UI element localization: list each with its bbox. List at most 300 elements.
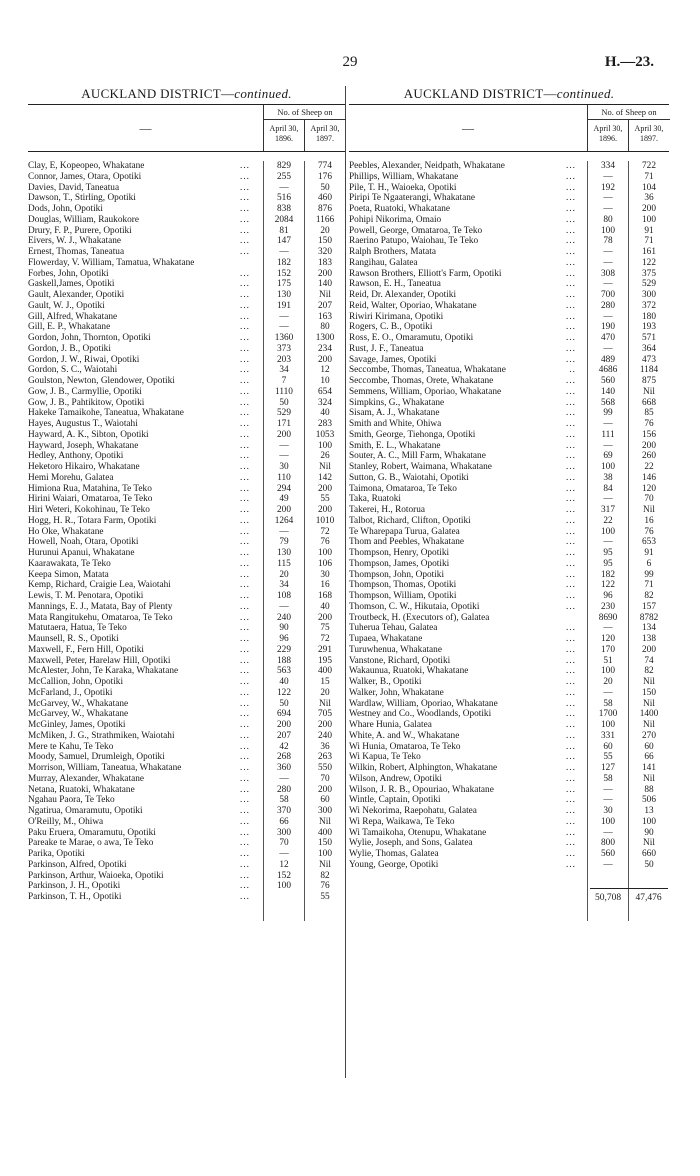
- sheep-1896: 49: [279, 494, 289, 505]
- owner-name-text: Gordon, J. B., Opotiki: [28, 343, 111, 354]
- owner-name-text: Hogg, H. R., Totara Farm, Opotiki: [28, 515, 157, 526]
- owner-name: [28, 752, 256, 763]
- leader-dots: ...: [566, 591, 576, 601]
- leader-dots: ...: [240, 182, 250, 193]
- sheep-1897: 207: [318, 300, 332, 311]
- leader-dots: ...: [566, 677, 576, 687]
- owner-name-text: Sutton, G. B., Waiotahi, Opotiki: [349, 472, 469, 483]
- owner-name: [28, 763, 256, 774]
- table-row: [349, 365, 669, 376]
- owner-name-text: Smith and White, Ohiwa: [349, 419, 442, 429]
- sheep-1896: —: [279, 247, 289, 257]
- col-1897-header: April 30, 1897.: [304, 120, 345, 151]
- table-row: [349, 570, 669, 581]
- table-row: [28, 774, 345, 785]
- owner-name-text: Souter, A. C., Mill Farm, Whakatane: [349, 451, 486, 462]
- sheep-1897: 300: [318, 806, 332, 816]
- leader-dots: ...: [240, 505, 250, 515]
- owner-name: [28, 806, 256, 817]
- leader-dots: ...: [240, 376, 250, 386]
- table-row: [28, 731, 345, 742]
- owner-name-text: Rust, J. F., Taneatua: [349, 343, 424, 354]
- table-row: [349, 505, 669, 516]
- sheep-1896: —: [279, 773, 289, 784]
- leader-dots: ...: [240, 591, 250, 601]
- table-row: [28, 398, 345, 409]
- sheep-1897: Nil: [643, 677, 655, 687]
- owner-name: [349, 559, 582, 570]
- leader-dots: ...: [240, 558, 250, 569]
- owner-name: [349, 484, 582, 495]
- owner-name: [28, 312, 256, 323]
- sheep-1896: 370: [277, 806, 291, 816]
- table-row: [349, 645, 669, 656]
- sheep-1897: 22: [644, 462, 654, 472]
- sheep-1896: —: [603, 795, 613, 806]
- owner-name: [28, 881, 256, 892]
- owner-name-text: Pareake te Marae, o awa, Te Teko: [28, 838, 154, 849]
- sheep-1897: Nil: [319, 290, 331, 300]
- owner-name-text: Forbes, John, Opotiki: [28, 268, 109, 279]
- table-row: [349, 613, 669, 624]
- leader-dots: ...: [566, 634, 576, 644]
- table-row: [349, 215, 669, 226]
- sheep-1897: Nil: [643, 773, 655, 784]
- table-row: [28, 290, 345, 301]
- sheep-1897: 36: [644, 193, 654, 204]
- owner-name-text: Peebles, Alexander, Neidpath, Whakatane: [349, 161, 505, 171]
- owner-name: [28, 516, 256, 527]
- district-heading-left: AUCKLAND DISTRICT—continued.: [81, 86, 292, 101]
- table-row: [28, 451, 345, 462]
- owner-name: [28, 785, 256, 796]
- table-row: [28, 817, 345, 828]
- sheep-1896: 489: [601, 354, 615, 365]
- name-column-header: —: [139, 121, 152, 135]
- owner-name: [28, 204, 256, 215]
- sheep-1897: 138: [642, 634, 656, 644]
- owner-name-text: Vanstone, Richard, Opotiki: [349, 655, 451, 666]
- sheep-1897: 163: [318, 311, 332, 322]
- owner-name-text: Taimona, Omataroa, Te Teko: [349, 483, 457, 494]
- sheep-1896: 95: [603, 548, 613, 558]
- sheep-1897: 60: [644, 741, 654, 752]
- sheep-1897: 180: [642, 311, 656, 322]
- table-row: [28, 871, 345, 882]
- owner-name-text: Takerei, H., Rotorua: [349, 505, 426, 515]
- leader-dots: ...: [566, 806, 576, 816]
- owner-name-text: Hayward, Joseph, Whakatane: [28, 440, 139, 451]
- leader-dots: ...: [566, 279, 576, 290]
- sheep-1896: 100: [601, 526, 615, 537]
- sheep-1896: —: [603, 859, 613, 870]
- sheep-1897: 72: [320, 634, 330, 644]
- sheep-1897: 320: [318, 247, 332, 257]
- sheep-1897: 876: [318, 204, 332, 214]
- sheep-1897: 85: [644, 408, 654, 419]
- leader-dots: ...: [240, 784, 250, 795]
- sheep-1897: 8782: [639, 612, 659, 623]
- leader-dots: ...: [566, 494, 576, 505]
- owner-name: [349, 742, 582, 753]
- sheep-1896: 568: [601, 397, 615, 408]
- leader-dots: ...: [566, 537, 576, 548]
- table-row: [28, 591, 345, 602]
- owner-name-text: Gordon, S. C., Waiotahi: [28, 365, 118, 376]
- owner-name-text: Seccombe, Thomas, Taneatua, Whakatane: [349, 365, 506, 376]
- owner-name: [28, 473, 256, 484]
- sheep-1896: 130: [277, 290, 291, 300]
- table-row: [28, 806, 345, 817]
- owner-name-text: Parkinson, T. H., Opotiki: [28, 892, 122, 902]
- sheep-1896: 122: [601, 580, 615, 591]
- sheep-1896: 66: [279, 816, 289, 827]
- owner-name-text: Whare Hunia, Galatea: [349, 720, 432, 730]
- owner-name: [28, 709, 256, 720]
- owner-name-text: Morrison, William, Taneatua, Whakatane: [28, 763, 182, 773]
- owner-name-text: Mata Rangitukehu, Omataroa, Te Teko: [28, 612, 173, 623]
- owner-name: [28, 666, 256, 677]
- table-row: [28, 677, 345, 688]
- owner-name: [28, 419, 256, 430]
- sheep-1896: 127: [601, 763, 615, 773]
- table-row: [28, 355, 345, 366]
- owner-name-text: Davies, David, Taneatua: [28, 182, 120, 193]
- owner-name-text: Goulston, Newton, Glendower, Opotiki: [28, 376, 175, 386]
- table-row: [28, 344, 345, 355]
- owner-name-text: Wakaunua, Ruatoki, Whakatane: [349, 666, 469, 677]
- owner-name: [349, 677, 582, 688]
- owner-list-right: [349, 161, 669, 903]
- leader-dots: ...: [566, 225, 576, 236]
- table-row: [28, 656, 345, 667]
- table-row: [349, 516, 669, 527]
- sheep-1897: 193: [642, 322, 656, 333]
- sheep-1896: 7: [281, 376, 287, 386]
- owner-name: [28, 871, 256, 882]
- table-row: [349, 580, 669, 591]
- table-row: [28, 333, 345, 344]
- leader-dots: ...: [240, 655, 250, 666]
- sheep-1897: 140: [318, 279, 332, 290]
- column-separator: [345, 86, 346, 1078]
- sheep-1897: 75: [320, 623, 330, 634]
- sheep-1896: —: [603, 537, 613, 548]
- owner-name-text: Thomson, C. W., Hikutaia, Opotiki: [349, 601, 480, 612]
- owner-name: [28, 398, 256, 409]
- leader-dots: ...: [566, 655, 576, 666]
- owner-name-text: Te Wharepapa Turua, Galatea: [349, 526, 460, 537]
- leader-dots: ...: [240, 677, 250, 687]
- sheep-1897: 234: [318, 343, 332, 354]
- sheep-1897: 291: [318, 644, 332, 655]
- owner-name-text: Maxwell, F., Fern Hill, Opotiki: [28, 644, 144, 655]
- table-row: [28, 623, 345, 634]
- sheep-1896: 2084: [274, 214, 294, 225]
- owner-name: [28, 344, 256, 355]
- owner-name-text: Walker, B., Opotiki: [349, 677, 422, 687]
- owner-name-text: Rogers, C. B., Opotiki: [349, 322, 433, 333]
- sheep-1897: 654: [318, 386, 332, 397]
- owner-name-text: Stanley, Robert, Waimana, Whakatane: [349, 462, 492, 472]
- owner-name-text: Murray, Alexander, Whakatane: [28, 773, 145, 784]
- owner-name-text: Ross, E. O., Omaramutu, Opotiki: [349, 333, 474, 343]
- owner-name-text: Savage, James, Opotiki: [349, 354, 437, 365]
- table-row: [28, 645, 345, 656]
- leader-dots: ...: [240, 827, 250, 838]
- leader-dots: ...: [566, 752, 576, 763]
- table-row: [28, 279, 345, 290]
- sheep-1896: —: [603, 494, 613, 505]
- leader-dots: ...: [566, 247, 576, 257]
- sheep-1897: 200: [642, 204, 656, 214]
- owner-name: [349, 666, 582, 677]
- table-row: [28, 365, 345, 376]
- leader-dots: ...: [566, 376, 576, 386]
- sheep-1896: —: [603, 171, 613, 182]
- sheep-1897: Nil: [643, 838, 655, 849]
- owner-name-text: White, A. and W., Whakatane: [349, 730, 460, 741]
- sheep-1897: Nil: [643, 505, 655, 515]
- sheep-1897: 76: [320, 537, 330, 548]
- leader-dots: ...: [566, 343, 576, 354]
- leader-dots: ...: [240, 666, 250, 677]
- table-row: [28, 860, 345, 871]
- sheep-1896: 280: [277, 784, 291, 795]
- sheep-1896: 373: [277, 343, 291, 354]
- sheep-1896: 34: [279, 580, 289, 591]
- sheep-1896: 200: [277, 505, 291, 515]
- sheep-1896: 294: [277, 483, 291, 494]
- owner-list-left: [28, 161, 345, 903]
- owner-name: [28, 430, 256, 441]
- owner-name-text: Thom and Peebles, Whakatane: [349, 537, 464, 548]
- leader-dots: ...: [240, 311, 250, 322]
- owner-name-text: Hayward, A. K., Sibton, Opotiki: [28, 429, 149, 440]
- right-column: [349, 86, 669, 903]
- sheep-1897: 91: [644, 548, 654, 558]
- leader-dots: ...: [566, 515, 576, 526]
- owner-name: [349, 236, 582, 247]
- owner-name: [28, 527, 256, 538]
- leader-dots: ...: [566, 730, 576, 741]
- owner-name: [28, 591, 256, 602]
- sheep-1896: 188: [277, 655, 291, 666]
- table-row: [349, 828, 669, 839]
- leader-dots: ...: [240, 859, 250, 870]
- sheep-1896: 81: [279, 225, 289, 236]
- leader-dots: ...: [566, 569, 576, 580]
- owner-name-text: Riwiri Kirimana, Opotiki: [349, 311, 444, 322]
- table-row: [28, 516, 345, 527]
- owner-name: [349, 419, 582, 430]
- sheep-1897: 36: [320, 741, 330, 752]
- sheep-1897: 99: [644, 569, 654, 580]
- sheep-1897: 150: [318, 236, 332, 247]
- owner-name-text: Rangihau, Galatea: [349, 257, 418, 268]
- table-row: [28, 688, 345, 699]
- owner-name-text: McGinley, James, Opotiki: [28, 720, 126, 730]
- owner-name-text: Wilkin, Robert, Alphington, Whakatane: [349, 763, 498, 773]
- sheep-1896: 120: [601, 634, 615, 644]
- owner-name: [28, 301, 256, 312]
- owner-name: [28, 828, 256, 839]
- owner-name-text: Reid, Walter, Oporiao, Whakatane: [349, 300, 477, 311]
- sheep-1896: 308: [601, 268, 615, 279]
- leader-dots: ...: [240, 171, 250, 182]
- owner-name-text: Gordon, J. W., Riwai, Opotiki: [28, 354, 140, 365]
- table-row: [28, 215, 345, 226]
- owner-name-text: Kaarawakata, Te Teko: [28, 558, 111, 569]
- sheep-1896: 800: [601, 838, 615, 849]
- owner-name: [349, 688, 582, 699]
- sheep-1896: 100: [601, 462, 615, 472]
- owner-name-text: Wi Hunia, Omataroa, Te Teko: [349, 741, 461, 752]
- owner-name-text: Ralph Brothers, Matata: [349, 247, 437, 257]
- sheep-1897: 200: [642, 644, 656, 655]
- leader-dots: ...: [240, 419, 250, 429]
- owner-name-text: Wylie, Thomas, Galatea: [349, 849, 439, 859]
- leader-dots: ...: [566, 763, 576, 773]
- owner-name: [349, 462, 582, 473]
- sheep-1897: 142: [318, 472, 332, 483]
- owner-name: [349, 312, 582, 323]
- sheep-1896: —: [603, 827, 613, 838]
- table-row: [349, 183, 669, 194]
- sheep-1897: 10: [320, 376, 330, 386]
- sheep-1897: 550: [318, 763, 332, 773]
- owner-name-text: Tupaea, Whakatane: [349, 634, 423, 644]
- leader-dots: ...: [240, 569, 250, 580]
- sheep-1897: 161: [642, 247, 656, 257]
- sheep-1897: 400: [318, 827, 332, 838]
- sheep-1897: 372: [642, 300, 656, 311]
- sheep-1897: 30: [320, 569, 330, 580]
- owner-name: [28, 408, 256, 419]
- sheep-1897: Nil: [643, 698, 655, 709]
- sheep-1896: —: [603, 311, 613, 322]
- table-row: [349, 720, 669, 731]
- sheep-1896: 78: [603, 236, 613, 247]
- leader-dots: ...: [566, 849, 576, 859]
- leader-dots: ...: [566, 795, 576, 806]
- table-row: [349, 419, 669, 430]
- table-row: [28, 193, 345, 204]
- sheep-1896: 700: [601, 290, 615, 300]
- table-row: [28, 387, 345, 398]
- leader-dots: ...: [566, 236, 576, 247]
- owner-name-text: Parkinson, Arthur, Waioeka, Opotiki: [28, 870, 164, 881]
- sheep-1896: —: [603, 784, 613, 795]
- sheep-1896: 51: [603, 655, 613, 666]
- sheep-1896: 182: [601, 569, 615, 580]
- sheep-1896: 20: [603, 677, 613, 687]
- owner-name: [28, 559, 256, 570]
- sheep-1897: 55: [320, 892, 330, 902]
- sheep-1896: 1110: [275, 386, 293, 397]
- sheep-1896: 110: [277, 472, 291, 483]
- sheep-1896: 50: [279, 397, 289, 408]
- table-row: [349, 559, 669, 570]
- sheep-1897: Nil: [319, 462, 331, 472]
- sheep-1896: 560: [601, 849, 615, 859]
- owner-name-text: Thompson, Thomas, Opotiki: [349, 580, 457, 591]
- leader-dots: ...: [566, 687, 576, 698]
- owner-name-text: Seccombe, Thomas, Orete, Whakatane: [349, 376, 494, 386]
- left-column: [28, 86, 345, 903]
- owner-name: [28, 849, 256, 860]
- sheep-1897: 88: [644, 784, 654, 795]
- leader-dots: ...: [566, 171, 576, 182]
- owner-name: [349, 699, 582, 710]
- sheep-1896: —: [603, 623, 613, 634]
- sheep-1896: —: [603, 687, 613, 698]
- sheep-1896: 200: [277, 429, 291, 440]
- sheep-1897: 100: [318, 849, 332, 859]
- leader-dots: ...: [240, 279, 250, 290]
- sheep-1897: 16: [644, 515, 654, 526]
- sheep-1896: 175: [277, 279, 291, 290]
- owner-name-text: Powell, George, Omataroa, Te Teko: [349, 225, 483, 236]
- leader-dots: ...: [240, 365, 250, 376]
- table-header-left: [28, 104, 345, 152]
- owner-name: [28, 548, 256, 559]
- owner-name: [349, 548, 582, 559]
- sheep-1897: 200: [318, 612, 332, 623]
- sheep-1896: 182: [277, 257, 291, 268]
- sheep-1896: 58: [279, 795, 289, 806]
- owner-name-text: Wi Tamaikoha, Otenupu, Whakatane: [349, 827, 487, 838]
- leader-dots: ...: [240, 333, 250, 343]
- owner-name: [28, 494, 256, 505]
- owner-name: [28, 484, 256, 495]
- table-row: [28, 742, 345, 753]
- owner-name: [349, 720, 582, 731]
- leader-dots: ...: [566, 601, 576, 612]
- owner-name: [349, 731, 582, 742]
- sheep-1896: 140: [601, 386, 615, 397]
- owner-name: [349, 849, 582, 860]
- page-number: 29: [342, 54, 358, 70]
- owner-name: [28, 860, 256, 871]
- owner-name: [349, 785, 582, 796]
- owner-name-text: Hemi Morehu, Galatea: [28, 472, 114, 483]
- leader-dots: ..: [569, 365, 576, 376]
- leader-dots: ...: [240, 763, 250, 773]
- owner-name-text: Pile, T. H., Waioeka, Opotiki: [349, 182, 457, 193]
- sheep-1896: 268: [277, 752, 291, 763]
- sheep-1897: 82: [644, 666, 654, 677]
- owner-name: [28, 161, 256, 172]
- leader-dots: ...: [240, 386, 250, 397]
- owner-name: [349, 301, 582, 312]
- sheep-1897: 100: [642, 214, 656, 225]
- owner-name: [28, 731, 256, 742]
- table-row: [349, 408, 669, 419]
- sheep-1897: 90: [644, 827, 654, 838]
- owner-name-text: Wylie, Joseph, and Sons, Galatea: [349, 838, 473, 849]
- owner-name-text: Wilson, J. R. B., Opouriao, Whakatane: [349, 784, 494, 795]
- sheep-1897: 134: [642, 623, 656, 634]
- table-row: [349, 484, 669, 495]
- leader-dots: ...: [566, 773, 576, 784]
- sheep-1897: 71: [644, 236, 654, 247]
- owner-name: [349, 634, 582, 645]
- owner-name: [349, 204, 582, 215]
- owner-name-text: Dawson, T., Stirling, Opotiki: [28, 193, 136, 204]
- owner-name: [28, 290, 256, 301]
- owner-name-text: McMiken, J. G., Strathmiken, Waiotahi: [28, 730, 175, 741]
